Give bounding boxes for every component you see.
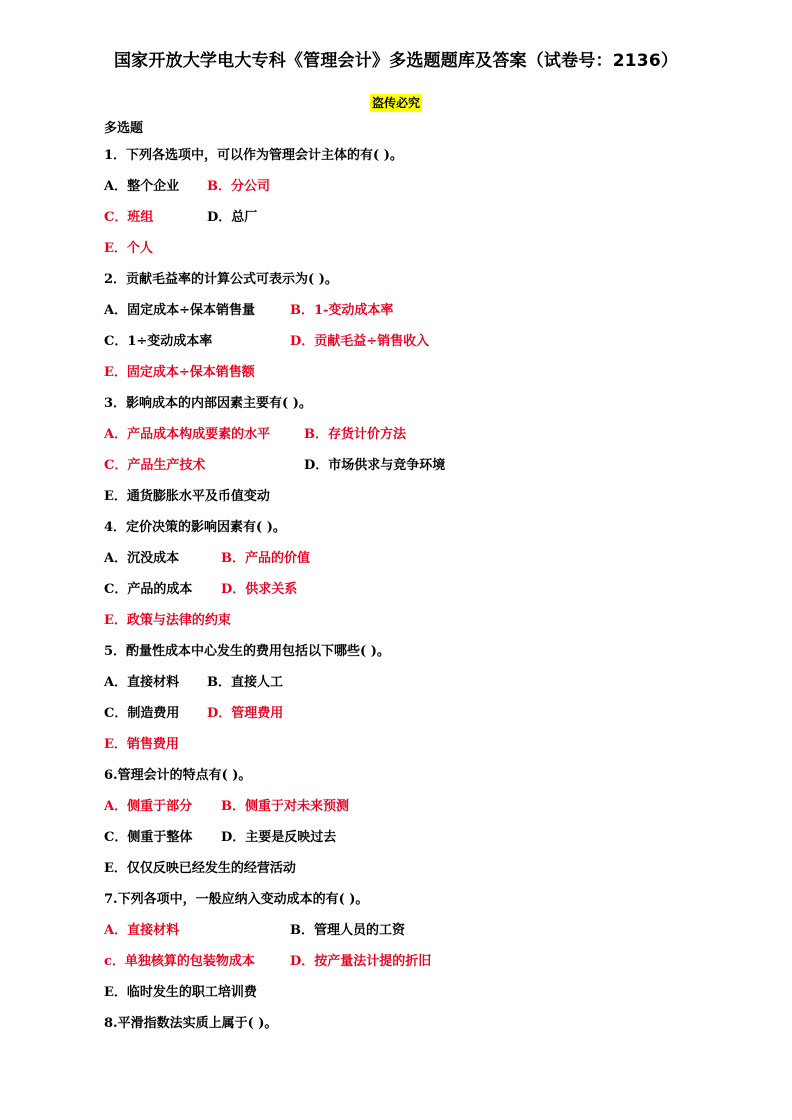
option-row bbox=[104, 946, 744, 977]
correct-option: B．存货计价方法 bbox=[304, 427, 406, 442]
correct-option: B．分公司 bbox=[207, 179, 270, 194]
correct-option: B．1-变动成本率 bbox=[290, 303, 394, 318]
option: E．临时发生的职工培训费 bbox=[104, 985, 257, 1000]
option-row bbox=[104, 822, 744, 853]
option: E．仅仅反映已经发生的经营活动 bbox=[104, 861, 296, 876]
correct-option: D．供求关系 bbox=[221, 582, 298, 597]
correct-option: D．管理费用 bbox=[207, 706, 284, 721]
option-row bbox=[104, 853, 744, 884]
question-list bbox=[104, 118, 744, 1039]
option: B．直接人工 bbox=[207, 675, 283, 690]
option: A．沉没成本 bbox=[104, 551, 180, 566]
option: D．市场供求与竞争环境 bbox=[304, 458, 446, 473]
correct-option: A．侧重于部分 bbox=[104, 799, 193, 814]
option-row bbox=[104, 326, 744, 357]
option-row bbox=[104, 295, 744, 326]
option-row bbox=[104, 357, 744, 388]
question-stem: 5．酌量性成本中心发生的费用包括以下哪些( )。 bbox=[104, 644, 390, 659]
section-heading: 多选题 bbox=[104, 121, 144, 136]
anti-piracy-banner: 盗传必究 bbox=[371, 96, 420, 110]
option: B．管理人员的工资 bbox=[290, 923, 405, 938]
option: E．通货膨胀水平及币值变动 bbox=[104, 489, 270, 504]
correct-option: A．直接材料 bbox=[104, 923, 180, 938]
correct-option: C．班组 bbox=[104, 210, 154, 225]
question-stem: 4．定价决策的影响因素有( )。 bbox=[104, 520, 286, 535]
correct-option: D．贡献毛益÷销售收入 bbox=[290, 334, 430, 349]
correct-option: D．按产量法计提的折旧 bbox=[290, 954, 432, 969]
option-row bbox=[104, 791, 744, 822]
option: A．整个企业 bbox=[104, 179, 180, 194]
option-row bbox=[104, 915, 744, 946]
option: C．1÷变动成本率 bbox=[104, 334, 213, 349]
question-stem: 2．贡献毛益率的计算公式可表示为( )。 bbox=[104, 272, 338, 287]
correct-option: B．侧重于对未来预测 bbox=[221, 799, 349, 814]
question-stem: 6.管理会计的特点有( )。 bbox=[104, 768, 252, 783]
question-stem: 8.平滑指数法实质上属于( )。 bbox=[104, 1016, 278, 1031]
option: C．侧重于整体 bbox=[104, 830, 193, 845]
question-stem: 3．影响成本的内部因素主要有( )。 bbox=[104, 396, 312, 411]
correct-option: E．政策与法律的约束 bbox=[104, 613, 231, 628]
correct-option: B．产品的价值 bbox=[221, 551, 310, 566]
option-row bbox=[104, 202, 744, 233]
option-row bbox=[104, 481, 744, 512]
correct-option: C．产品生产技术 bbox=[104, 458, 206, 473]
correct-option: c．单独核算的包装物成本 bbox=[104, 954, 255, 969]
correct-option: E．个人 bbox=[104, 241, 153, 256]
option: D．总厂 bbox=[207, 210, 258, 225]
option: C．产品的成本 bbox=[104, 582, 193, 597]
question-stem: 1．下列各选项中，可以作为管理会计主体的有( )。 bbox=[104, 148, 403, 163]
option-row bbox=[104, 574, 744, 605]
option-row bbox=[104, 729, 744, 760]
question-stem: 7.下列各项中，一般应纳入变动成本的有( )。 bbox=[104, 892, 369, 907]
banner-wrap bbox=[0, 92, 792, 112]
option: A．固定成本÷保本销售量 bbox=[104, 303, 255, 318]
option-row bbox=[104, 233, 744, 264]
option-row bbox=[104, 605, 744, 636]
correct-option: A．产品成本构成要素的水平 bbox=[104, 427, 271, 442]
document-title: 国家开放大学电大专科《管理会计》多选题题库及答案（试卷号：2136） bbox=[113, 51, 679, 71]
correct-option: E．销售费用 bbox=[104, 737, 179, 752]
option-row bbox=[104, 419, 744, 450]
option: C．制造费用 bbox=[104, 706, 180, 721]
option-row bbox=[104, 543, 744, 574]
correct-option: E．固定成本÷保本销售额 bbox=[104, 365, 255, 380]
option-row bbox=[104, 667, 744, 698]
option-row bbox=[104, 698, 744, 729]
option: A．直接材料 bbox=[104, 675, 180, 690]
option: D．主要是反映过去 bbox=[221, 830, 337, 845]
option-row bbox=[104, 977, 744, 1008]
option-row bbox=[104, 171, 744, 202]
option-row bbox=[104, 450, 744, 481]
